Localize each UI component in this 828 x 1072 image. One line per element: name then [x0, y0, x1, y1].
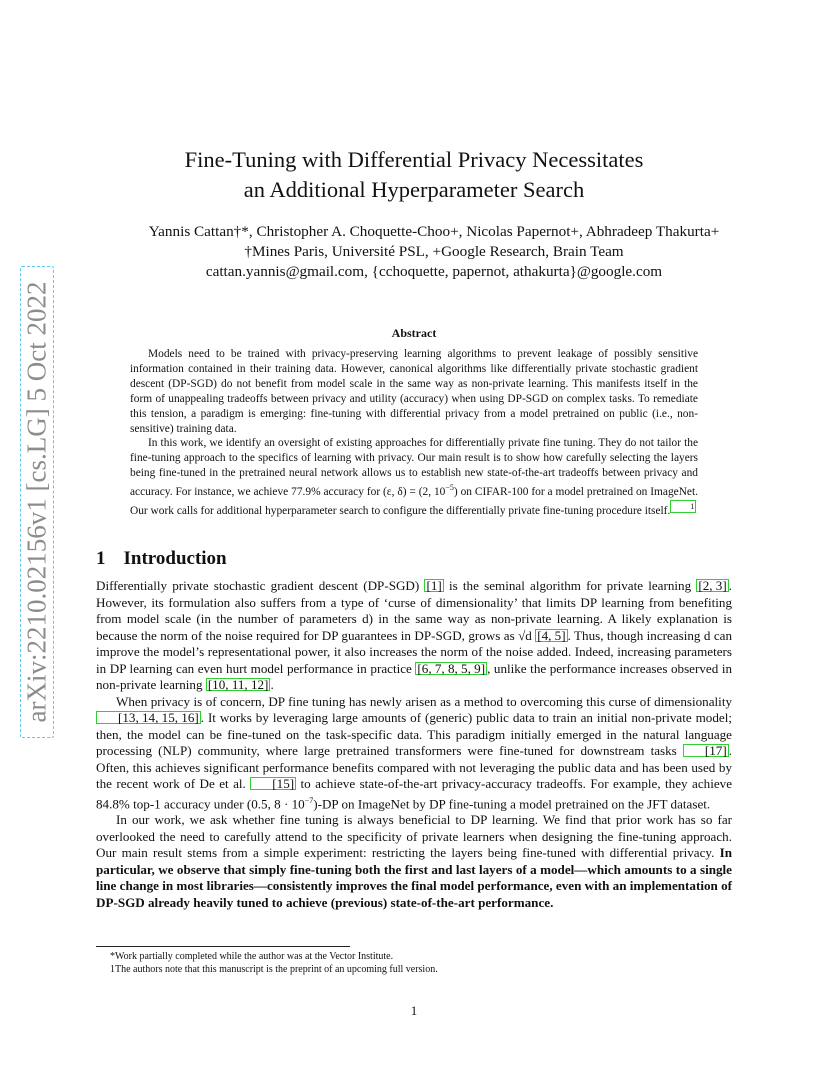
section-heading: [96, 548, 227, 570]
intro-paragraph-3: In our work, we ask whether fine tuning is always beneficial to DP learning. We find that prior work has so far overlooked the need to carefully attend to the specificity of private learners when designing the fine-tuning approach. Our main result stems from a simple experiment: restricting the layers being fine-tuned with differential privacy. In particular, we observe that simply fine-tuning both the first and last layers of a model—which amounts to a single line change in most libraries—consistently improves the final model performance, even with an implementation of DP-SGD already heavily tuned to achieve (previous) state-of-the-art performance.: [96, 812, 732, 910]
footnote-one: 1The authors note that this manuscript is the preprint of an upcoming full version.: [110, 964, 438, 975]
author-affiliations: †Mines Paris, Université PSL, +Google Research, Brain Team: [244, 243, 624, 260]
page-number: 1: [410, 1003, 418, 1018]
abstract-heading: Abstract: [391, 326, 437, 340]
citation-link[interactable]: [15]: [250, 777, 296, 790]
abstract-paragraph-1: Models need to be trained with privacy-preserving learning algorithms to prevent leakage of possibly sensitive information contained in their training data. However, canonical algorithms like differentially private stochastic gradient descent (DP-SGD) do not benefit from model scale in the same way as non-private learning. This manifests itself in the form of unappealing tradeoffs between privacy and utility (accuracy) when using DP-SGD on complex tasks. To remediate this tension, a paradigm is emerging: fine-tuning with differential privacy from a model pretrained on public (i.e., non-sensitive) training data.: [130, 348, 698, 435]
intro-paragraph-2: When privacy is of concern, DP fine tuning has newly arisen as a method to overcoming this curse of dimensionality [13, 14, 15, 16] . It works by leveraging large amounts of (generic) public data to train an initial non-private model; then, the model can be fine-tuned on the task-specific data. This paradigm initially emerged in the natural language processing (NLP) community, where large pretrained transformers were fine-tuned for downstream tasks [17] . Often, this achieves significant performance benefits compared with not leveraging the public data and has been used by the recent work of De et al. [15] to achieve state-of-the-art privacy-accuracy tradeoffs. For example, they achieve 84.8% top-1 accuracy under (0.5, $8 \cdot 10^{-7})-DP$ on ImageNet by DP fine-tuning a model pretrained on the JFT dataset.: [96, 693, 733, 811]
key-finding: In particular, we observe that simply fine-tuning both the first and last layers of a model—which amounts to a single line change in most libraries—consistently improves the final model performance, even with an implementation of DP-SGD already heavily tuned to achieve (previous) state-of-the-art performance.: [96, 845, 732, 910]
abstract-paragraph-2: In this work, we identify an oversight of existing approaches for differentially private fine tuning. They do not tailor the fine-tuning approach to the specifics of learning with privacy. Our main result is to show how carefully selecting the layers being fine-tuned in the pretrained neural network allows us to establish new state-of-the-art tradeoffs between privacy and accuracy. For instance, we achieve 77.9% accuracy for (ε, δ) = (2, $10^{-5}$) on CIFAR-100 for a model pretrained on ImageNet. Our work calls for additional hyperparameter search to configure the differentially private fine-tuning procedure itself. $^1$: [130, 437, 698, 517]
footnote-divider: [96, 946, 350, 947]
citation-link[interactable]: [6, 7, 8, 5, 9]: [417, 660, 486, 676]
title-line-2: an Additional Hyperparameter Search: [243, 177, 585, 202]
title-line-1: Fine-Tuning with Differential Privacy Necessitates: [184, 147, 644, 172]
section-number: 1: [96, 548, 106, 569]
author-emails: cattan.yannis@gmail.com, {cchoquette, papernot, athakurta}@google.com: [205, 263, 663, 280]
citation-link[interactable]: [13, 14, 15, 16]: [96, 711, 201, 724]
paper-title: [0, 145, 828, 205]
intro-body: [96, 578, 732, 911]
citation-link[interactable]: [17]: [683, 744, 729, 757]
footnote-ref-1[interactable]: 1: [670, 500, 696, 513]
section-title: Introduction: [123, 548, 227, 569]
citation-link[interactable]: [4, 5]: [537, 627, 566, 643]
citation-link[interactable]: [2, 3]: [698, 578, 727, 593]
intro-paragraph-1: Differentially private stochastic gradient descent (DP-SGD) [1] is the seminal algorithm for private learning [2, 3] . However, its formulation also suffers from a type of ‘curse of dimensionality’ that limits DP learning from benefiting from model scale (in the number of parameters d) in the same way as non-private learning. A likely explanation is because the norm of the noise required for DP guarantees in DP-SGD, grows as √d [4, 5] . Thus, though increasing d can improve the model’s representational power, it also increases the norm of the noise added. Indeed, increasing parameters in DP learning can even hurt model performance in practice [6, 7, 8, 5, 9] , unlike the performance increases observed in non-private learning [10, 11, 12] .: [96, 578, 732, 692]
abstract-body: [130, 347, 698, 519]
author-names: Yannis Cattan†*, Christopher A. Choquette-Choo+, Nicolas Papernot+, Abhradeep Thakurta+: [148, 223, 720, 240]
arxiv-id: arXiv:2210.02156v1 [cs.LG] 5 Oct 2022: [21, 281, 52, 723]
author-block: [0, 222, 828, 282]
footnote-star: *Work partially completed while the author was at the Vector Institute.: [110, 951, 394, 962]
citation-link[interactable]: [1]: [426, 578, 442, 593]
citation-link[interactable]: [10, 11, 12]: [207, 677, 269, 692]
